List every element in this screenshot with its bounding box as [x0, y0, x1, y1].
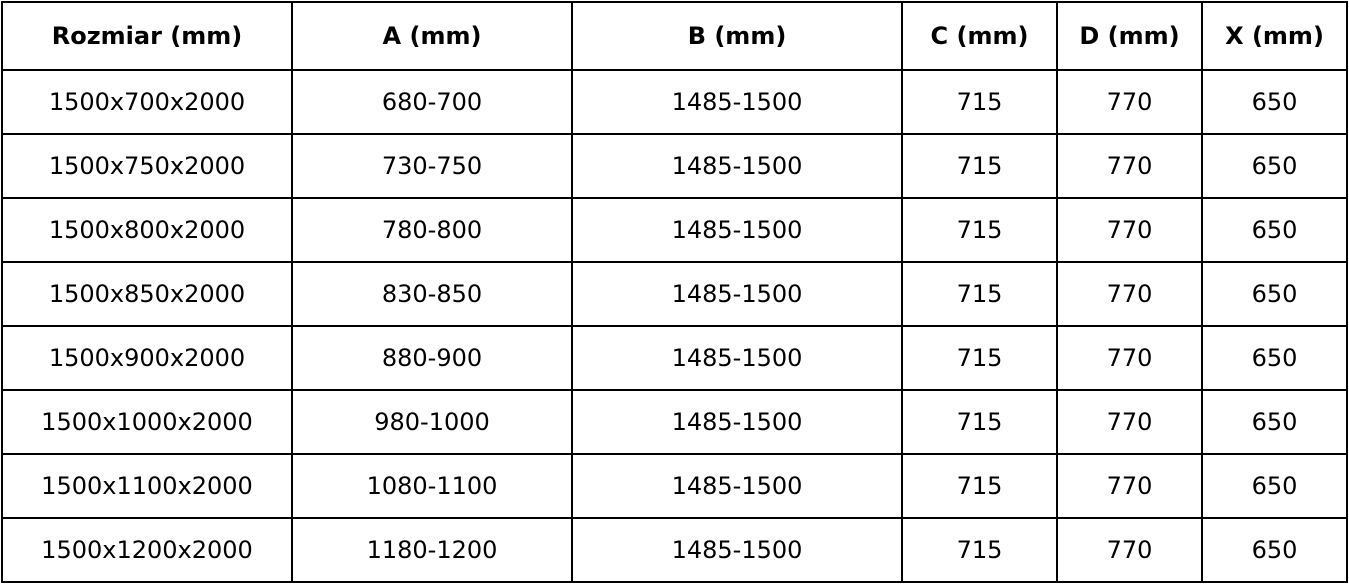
cell-size: 1500x750x2000: [2, 134, 292, 198]
cell-c: 715: [902, 326, 1057, 390]
cell-x: 650: [1202, 134, 1347, 198]
cell-b: 1485-1500: [572, 390, 902, 454]
cell-d: 770: [1057, 198, 1202, 262]
table-row: [2, 262, 1347, 326]
cell-c: 715: [902, 70, 1057, 134]
cell-x: 650: [1202, 326, 1347, 390]
cell-b: 1485-1500: [572, 198, 902, 262]
table-row: [2, 326, 1347, 390]
cell-x: 650: [1202, 70, 1347, 134]
cell-b: 1485-1500: [572, 262, 902, 326]
cell-b: 1485-1500: [572, 326, 902, 390]
cell-c: 715: [902, 518, 1057, 582]
table-row: [2, 70, 1347, 134]
cell-d: 770: [1057, 518, 1202, 582]
cell-x: 650: [1202, 390, 1347, 454]
cell-size: 1500x700x2000: [2, 70, 292, 134]
cell-size: 1500x1000x2000: [2, 390, 292, 454]
dimensions-table-container: [0, 1, 1349, 584]
cell-a: 830-850: [292, 262, 572, 326]
cell-x: 650: [1202, 518, 1347, 582]
cell-a: 680-700: [292, 70, 572, 134]
table-header: [2, 2, 1347, 70]
cell-size: 1500x1200x2000: [2, 518, 292, 582]
cell-d: 770: [1057, 390, 1202, 454]
table-row: [2, 454, 1347, 518]
table-row: [2, 518, 1347, 582]
cell-a: 880-900: [292, 326, 572, 390]
cell-size: 1500x1100x2000: [2, 454, 292, 518]
cell-b: 1485-1500: [572, 134, 902, 198]
cell-size: 1500x850x2000: [2, 262, 292, 326]
cell-b: 1485-1500: [572, 518, 902, 582]
cell-c: 715: [902, 262, 1057, 326]
cell-a: 1180-1200: [292, 518, 572, 582]
table-header-row: [2, 2, 1347, 70]
cell-d: 770: [1057, 326, 1202, 390]
table-row: [2, 198, 1347, 262]
dimensions-table: [1, 1, 1348, 583]
cell-x: 650: [1202, 198, 1347, 262]
cell-size: 1500x900x2000: [2, 326, 292, 390]
column-header-c: C (mm): [902, 2, 1057, 70]
table-row: [2, 134, 1347, 198]
column-header-size: Rozmiar (mm): [2, 2, 292, 70]
column-header-b: B (mm): [572, 2, 902, 70]
cell-a: 780-800: [292, 198, 572, 262]
cell-d: 770: [1057, 134, 1202, 198]
cell-a: 730-750: [292, 134, 572, 198]
cell-b: 1485-1500: [572, 454, 902, 518]
cell-a: 980-1000: [292, 390, 572, 454]
column-header-a: A (mm): [292, 2, 572, 70]
cell-c: 715: [902, 198, 1057, 262]
column-header-x: X (mm): [1202, 2, 1347, 70]
cell-d: 770: [1057, 70, 1202, 134]
cell-size: 1500x800x2000: [2, 198, 292, 262]
cell-a: 1080-1100: [292, 454, 572, 518]
cell-d: 770: [1057, 454, 1202, 518]
cell-c: 715: [902, 454, 1057, 518]
cell-c: 715: [902, 134, 1057, 198]
cell-c: 715: [902, 390, 1057, 454]
table-row: [2, 390, 1347, 454]
column-header-d: D (mm): [1057, 2, 1202, 70]
cell-b: 1485-1500: [572, 70, 902, 134]
cell-x: 650: [1202, 454, 1347, 518]
cell-x: 650: [1202, 262, 1347, 326]
cell-d: 770: [1057, 262, 1202, 326]
table-body: [2, 70, 1347, 582]
